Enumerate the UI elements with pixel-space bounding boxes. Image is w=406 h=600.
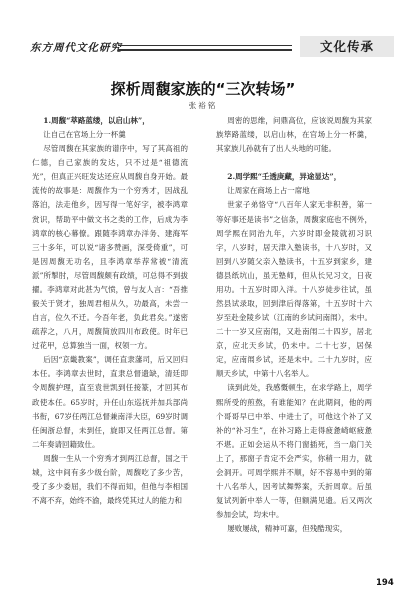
body-paragraph: 周馥一生从一个穷秀才到两江总督，国之干城，这中间有多少级台阶，周馥吃了多少苦，受了多少委屈，我们不得而知，但他与李相国不离不弃，始终不渝，最终凭其过人的能力和 — [32, 453, 188, 506]
body-paragraph: 后因“京畿教案”，调任直隶藩司，后又回归本任。李鸿章去世时，直隶总督遗缺，清廷即令周馥护理，直至袁世凯到任接篆，才回其布政使本任。65岁时，升任山东巡抚并加兵部尚书衔，67岁任两江总督兼南洋大臣，69岁时调任闽浙总督，未到任，旋即又任两江总督。第二年奏请回籍致仕。 — [32, 355, 188, 449]
body-paragraph: 世家子弟恪守“八百年人家无非积善，第一等好事还是读书”之信条，周馥家庭也不例外，周学熙在同治九年，六岁时即金陵就初习识字，八岁时，居天津入塾读书，十八岁时，又回到八岁随父亲入塾读书，十五岁到家乡，建德县纸坑山，虽无塾师，但从长兄习文，日夜用功。十五岁时即入洋。十八岁徒步往试，虽然县试录取，回到津后得落第，十五岁时十六岁至赴金陵乡试（江南的乡试问南闱），未中。二十一岁又应南闱，又赴南闱二十四岁，居北京，应北天乡试，仍未中。二十七岁，居保定，应南闱乡试，还是未中。二十九岁时，应顺天乡试，中第十八名举人。 — [216, 200, 372, 379]
page-number: 194 — [376, 578, 394, 588]
masthead — [0, 0, 406, 66]
body-paragraph: 尽管周馥在其家族的谱序中，写了其高祖的仁德，自己家族的发达，只不过是“祖德流光”，但真正兴旺发达还应从周馥自身开始。最流传的故事是：周馥作为一个穷秀才，因战乱落泊，法走他乡，因写得一笔好字，被李鸿章赏识，帮助平中做文书之类的工作，后成为李鸿章的核心幕僚。跟随李鸿章办洋务、建海军三十多年，可以说“诸多赞画，深受倚重”，可是因周馥无功名，且李鸿章举荐常被“清流派”所掣肘，尽管周馥颇有政绩，可总得不到拔擢。李鸿章对此甚为气愤，曾与友人言：“吾推毅关于贤才，独周君相从久，功最高，未尝一自言，位久不迁。今吾年老，负此君矣。”遂密疏荐之，八月，周馥简放四川布政使。时年已过花甲，总算独当一面，权领一方。 — [32, 144, 188, 351]
magazine-title: 东方周代文化研究 — [30, 42, 122, 54]
body-paragraph: 读到此处，我感慨顿生，在求学路上，周学熙所受的煎熬，有谁能知？在此期间，他的两个哥哥早已中举、中进士了，可他这个补了又补的“补习生”，在补习路上走得疲惫崎岖疲惫不堪。正如会运从不将门窗插死，当一扇门关上了，那窗子肯定不会严实，你稍一用力，就会洞开。可周学熙并不顺，好不容易中到的第十八名举人，因考试舞弊案，夭折周章。后虽复试列新中举人一等，但额满见遗。后又两次参加会试，均未中。 — [216, 383, 372, 520]
body-paragraph: 屡败屡战，精神可嘉，但残酷现实， — [227, 524, 348, 534]
header-rule — [118, 41, 292, 55]
left-column — [32, 114, 188, 508]
header-rule-thick — [118, 49, 292, 51]
section-heading: 1.周馥“萃路蓝缕，以启山林”， — [43, 116, 150, 125]
body-paragraph: 让周家在商场上占一席地 — [227, 186, 310, 196]
section-heading: 2.周学熙“壬透庚藏，异途显达”， — [227, 172, 342, 182]
article-title: 探析周馥家族的“三次转场” — [110, 80, 296, 98]
header-rule-thin — [118, 45, 292, 46]
body-paragraph: 周密的思维，问鼎高位，应该说周馥为其家族筚路蓝缕，以启山林，在官场上分一杯羹，其家族儿孙就有了出人头地的可能。 — [216, 116, 372, 154]
author-name: 张裕铭 — [188, 101, 218, 110]
paragraph-spacer — [216, 156, 372, 170]
right-column — [216, 114, 372, 536]
section-label: 文化传承 — [300, 36, 394, 57]
body-paragraph: 让自己在官场上分一杯羹 — [43, 130, 126, 140]
